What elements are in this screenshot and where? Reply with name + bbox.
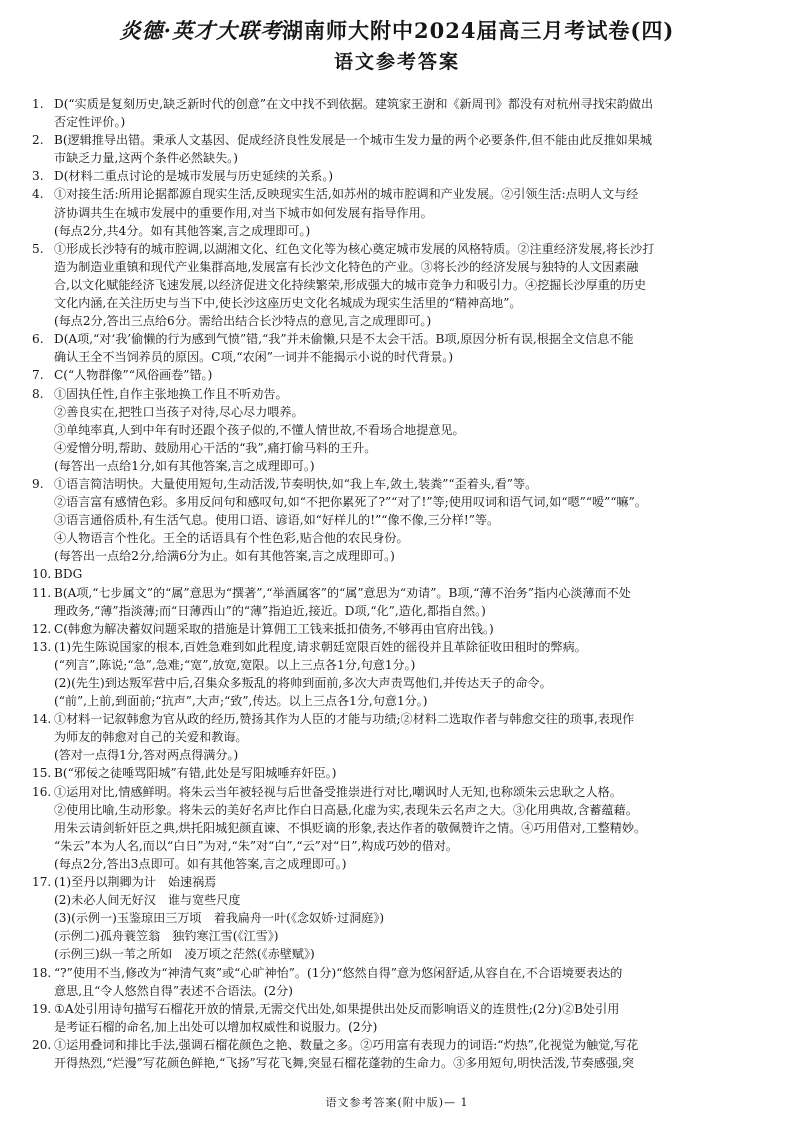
answer-line: 理政务,“薄”指淡薄;而“日薄西山”的“薄”指迫近,接近。D项,“化”,造化,都指自然。) bbox=[54, 603, 486, 618]
answer-number: 19. bbox=[32, 1001, 52, 1016]
answer-body bbox=[54, 366, 768, 384]
answer-body bbox=[54, 565, 768, 583]
answer-body bbox=[54, 95, 768, 131]
answer-body bbox=[54, 475, 768, 493]
brand-logo-text: 炎德·英才大联考 bbox=[119, 18, 282, 43]
answer-item bbox=[32, 565, 768, 583]
answer-subline: (“前”,上前,到面前;“抗声”,大声;“致”,传达。以上三点各1分,句意1分。) bbox=[54, 694, 428, 709]
exam-name: 湖南师大附中2024届高三月考试卷(四) bbox=[281, 18, 675, 43]
answer-subline: (3)(示例一)玉鉴琼田三万顷 着我扁舟一叶(《念奴娇·过洞庭》) bbox=[54, 911, 385, 926]
answer-body bbox=[54, 185, 768, 221]
answer-subline: (每点2分,答出三点给6分。需给出结合长沙特点的意见,言之成理即可。) bbox=[54, 314, 432, 329]
answer-subline: ③单纯率真,人到中年有时还跟个孩子似的,不懂人情世故,不看场合地提意见。 bbox=[54, 422, 465, 437]
answer-line: 济协调共生在城市发展中的重要作用,对当下城市如何发展有指导作用。 bbox=[54, 205, 433, 220]
answer-line: ①A处引用诗句描写石榴花开放的情景,无需交代出处,如果提供出处反而影响语义的连贯性;(2分)②B处引用 bbox=[54, 1001, 620, 1016]
answer-line: “?”使用不当,修改为“神清气爽”或“心旷神怡”。(1分)“悠然自得”意为悠闲舒适,从容自在,不合语境要表达的 bbox=[54, 965, 623, 980]
answer-subline: ④人物语言个性化。王全的话语具有个性色彩,贴合他的农民身份。 bbox=[54, 531, 409, 546]
answer-item bbox=[32, 1036, 768, 1072]
answer-item bbox=[32, 873, 768, 891]
answer-line: ①材料一记叙韩愈为官从政的经历,赞扬其作为人臣的才能与功绩;②材料二选取作者与韩愈交往的琐事,表现作 bbox=[54, 712, 635, 727]
answer-subline: (2)(先生)到达叛军营中后,召集众多叛乱的将帅到面前,多次大声责骂他们,并传达天子的命令。 bbox=[54, 676, 552, 690]
answer-number: 13. bbox=[32, 639, 52, 654]
answer-line: ①运用叠词和排比手法,强调石榴花颜色之艳、数量之多。②巧用富有表现力的词语:“灼热”,化视觉为触觉,写花 bbox=[54, 1037, 639, 1052]
answer-number: 18. bbox=[32, 965, 52, 980]
exam-title bbox=[0, 16, 794, 46]
answer-number: 7. bbox=[32, 368, 44, 383]
answer-body bbox=[54, 1000, 768, 1036]
answer-line: “朱云”本为人名,而以“白日”为对,“朱”对“白”,“云”对“日”,构成巧妙的借对。 bbox=[54, 838, 459, 853]
answer-number: 6. bbox=[32, 332, 44, 347]
answer-item bbox=[32, 330, 768, 366]
answer-line: 是考证石榴的命名,加上出处可以增加权威性和说服力。(2分) bbox=[54, 1019, 378, 1034]
answer-line: 开得热烈,“烂漫”写花颜色鲜艳,“飞扬”写花飞舞,突显石榴花蓬勃的生命力。③多用短句,明快活泼,节奏感强,突 bbox=[54, 1055, 634, 1070]
answer-line: B(A项,“七步属文”的“属”意思为“撰著”,“举酒属客”的“属”意思为“劝请”。B项,“薄不治务”指内心淡薄而不处 bbox=[54, 585, 631, 600]
answer-line: D(材料二重点讨论的是城市发展与历史延续的关系。) bbox=[54, 169, 334, 184]
answer-line: 确认王全不当饲养员的原因。C项,“农闲”一词并不能揭示小说的时代背景。) bbox=[54, 350, 454, 365]
answer-line: BDG bbox=[54, 567, 83, 582]
answer-item bbox=[32, 185, 768, 221]
answer-body bbox=[54, 1036, 768, 1072]
answer-subline: (每答出一点给2分,给满6分为止。如有其他答案,言之成理即可。) bbox=[54, 549, 395, 564]
answer-line: B(“邪佞之徒唾骂阳城”有错,此处是写阳城唾弃奸臣。) bbox=[54, 766, 337, 781]
answer-line: ①形成长沙特有的城市腔调,以湖湘文化、红色文化等为核心奠定城市发展的风格特质。②注重经济发展,将长沙打 bbox=[54, 241, 655, 256]
answer-line: ①固执任性,自作主张地换工作且不听劝告。 bbox=[54, 386, 288, 401]
answer-body bbox=[54, 620, 768, 638]
answer-body bbox=[54, 584, 768, 620]
answer-body bbox=[54, 783, 768, 855]
answer-item bbox=[32, 167, 768, 185]
answer-number: 1. bbox=[32, 97, 44, 111]
answer-number: 14. bbox=[32, 712, 52, 727]
answer-number: 3. bbox=[32, 169, 44, 184]
answer-body bbox=[54, 964, 768, 1000]
answer-number: 2. bbox=[32, 133, 44, 148]
answer-subline: (每点2分,答出3点即可。如有其他答案,言之成理即可。) bbox=[54, 856, 347, 871]
answer-item bbox=[32, 783, 768, 855]
answer-line: ②使用比喻,生动形象。将朱云的美好名声比作白日高悬,化虚为实,表现朱云名声之大。③化用典故,含蓄蕴藉。 bbox=[54, 802, 638, 817]
answer-item bbox=[32, 638, 768, 656]
answer-number: 4. bbox=[32, 187, 44, 202]
answer-line: ①运用对比,情感鲜明。将朱云当年被轻视与后世备受推崇进行对比,嘲讽时人无知,也称颂朱云忠耿之人格。 bbox=[54, 784, 622, 799]
answer-line: C(“人物群像”“风俗画卷”错。) bbox=[54, 368, 213, 383]
answer-subline: ③语言通俗质朴,有生活气息。使用口语、谚语,如“好样儿的!”“像不像,三分样!”等。 bbox=[54, 513, 500, 528]
answer-subline: (示例二)孤舟蓑笠翁 独钓寒江雪(《江雪》) bbox=[54, 929, 279, 944]
answer-line: (1)先生陈说国家的根本,百姓急难到如此程度,请求朝廷宽限百姓的徭役并且革除征收田租时的弊病。 bbox=[54, 639, 587, 654]
answer-number: 9. bbox=[32, 476, 44, 491]
answer-number: 10. bbox=[32, 567, 52, 582]
answer-subline: ④爱憎分明,帮助、鼓励用心干活的“我”,痛打偷马料的王升。 bbox=[54, 440, 377, 455]
answer-line: ①对接生活:所用论据都源自现实生活,反映现实生活,如苏州的城市腔调和产业发展。②引领生活:点明人文与经 bbox=[54, 187, 639, 202]
answer-item bbox=[32, 131, 768, 167]
answer-item bbox=[32, 620, 768, 638]
answer-line: 造为制造业重镇和现代产业集群高地,发展富有长沙文化特色的产业。③将长沙的经济发展与独特的人文因素融 bbox=[54, 259, 639, 274]
answer-subline: (2)未必人间无好汉 谁与宽些尺度 bbox=[54, 893, 241, 908]
answer-subline: (每点2分,共4分。如有其他答案,言之成理即可。) bbox=[54, 223, 311, 238]
answer-item bbox=[32, 475, 768, 493]
answer-body bbox=[54, 873, 768, 891]
answer-line: C(韩愈为解决蓄奴问题采取的措施是计算佣工工钱来抵扣债务,不够再由官府出钱。) bbox=[54, 621, 494, 636]
answer-subline: (答对一点得1分,答对两点得满分。) bbox=[54, 748, 239, 763]
answer-body bbox=[54, 330, 768, 366]
answer-item bbox=[32, 240, 768, 312]
answer-line: ①语言简洁明快。大量使用短句,生动活泼,节奏明快,如“我上车,敛土,装粪”“歪着头,看”等。 bbox=[54, 476, 538, 491]
answer-body bbox=[54, 167, 768, 185]
page-header bbox=[0, 16, 794, 76]
answer-item bbox=[32, 95, 768, 131]
answer-number: 16. bbox=[32, 784, 52, 799]
answer-item bbox=[32, 366, 768, 384]
answer-body bbox=[54, 638, 768, 656]
answer-subline: (示例三)纵一苇之所如 凌万顷之茫然(《赤壁赋》) bbox=[54, 947, 315, 962]
answer-number: 20. bbox=[32, 1037, 52, 1052]
answer-number: 15. bbox=[32, 766, 52, 781]
answer-number: 17. bbox=[32, 875, 52, 890]
answer-line: D(A项,“对‘我’偷懒的行为感到气愤”错,“我”并未偷懒,只是不太会干活。B项,原因分析有误,根据全文信息不能 bbox=[54, 332, 634, 347]
answer-subline: (“列言”,陈说;“急”,急难;“宽”,放宽,宽限。以上三点各1分,句意1分。) bbox=[54, 657, 416, 672]
page-footer: 语文参考答案(附中版)— 1 bbox=[325, 1096, 469, 1109]
answer-item bbox=[32, 584, 768, 620]
answer-body bbox=[54, 240, 768, 312]
answer-number: 5. bbox=[32, 241, 44, 256]
answer-number: 11. bbox=[32, 585, 52, 600]
answer-line: 意思,且“令人悠然自得”表述不合语法。(2分) bbox=[54, 983, 293, 998]
answer-item bbox=[32, 710, 768, 746]
answer-line: 市缺乏力量,这两个条件必然缺失。) bbox=[54, 151, 238, 166]
answer-number: 8. bbox=[32, 386, 44, 401]
answer-body bbox=[54, 764, 768, 782]
answer-line: 用朱云请剑斩奸臣之典,烘托阳城犯颜直谏、不惧贬谪的形象,表达作者的敬佩赞许之情。④巧用借对,工整精妙。 bbox=[54, 820, 647, 835]
answer-subline: (每答出一点给1分,如有其他答案,言之成理即可。) bbox=[54, 458, 315, 473]
answer-body bbox=[54, 131, 768, 167]
answer-line: 否定性评价。) bbox=[54, 115, 126, 130]
answer-line: D(“实质是复刻历史,缺乏新时代的创意”在文中找不到依据。建筑家王澍和《新周刊》都没有对杭州寻找宋韵做出 bbox=[54, 97, 654, 111]
answer-item bbox=[32, 964, 768, 1000]
answer-list bbox=[32, 95, 768, 1072]
answer-item bbox=[32, 385, 768, 403]
answer-item bbox=[32, 1000, 768, 1036]
answer-line: B(逻辑推导出错。秉承人文基因、促成经济良性发展是一个城市生发力量的两个必要条件,但不能由此反推如果城 bbox=[54, 133, 652, 148]
answer-item bbox=[32, 764, 768, 782]
answer-body bbox=[54, 385, 768, 403]
answer-number: 12. bbox=[32, 621, 52, 636]
answer-line: 为师友的韩愈对自己的关爱和教诲。 bbox=[54, 730, 248, 745]
answer-body bbox=[54, 710, 768, 746]
answer-subline: ②语言富有感情色彩。多用反问句和感叹句,如“不把你累死了?”“对了!”等;使用叹词和语气词,如“嗯”“嗳”“嘛”。 bbox=[54, 495, 647, 510]
answer-line: 文化内涵,在关注历史与当下中,使长沙这座历史文化名城成为现实生活里的“精神高地”。 bbox=[54, 296, 522, 311]
answer-subline: ②善良实在,把牲口当孩子对待,尽心尽力喂养。 bbox=[54, 404, 304, 419]
answer-line: 合,以文化赋能经济飞速发展,以经济促进文化持续繁荣,形成强大的城市竞争力和吸引力。④挖掘长沙厚重的历史 bbox=[54, 277, 647, 292]
page-subtitle: 语文参考答案 bbox=[333, 51, 460, 73]
answer-line: (1)至丹以荆卿为计 始速祸焉 bbox=[54, 875, 217, 890]
